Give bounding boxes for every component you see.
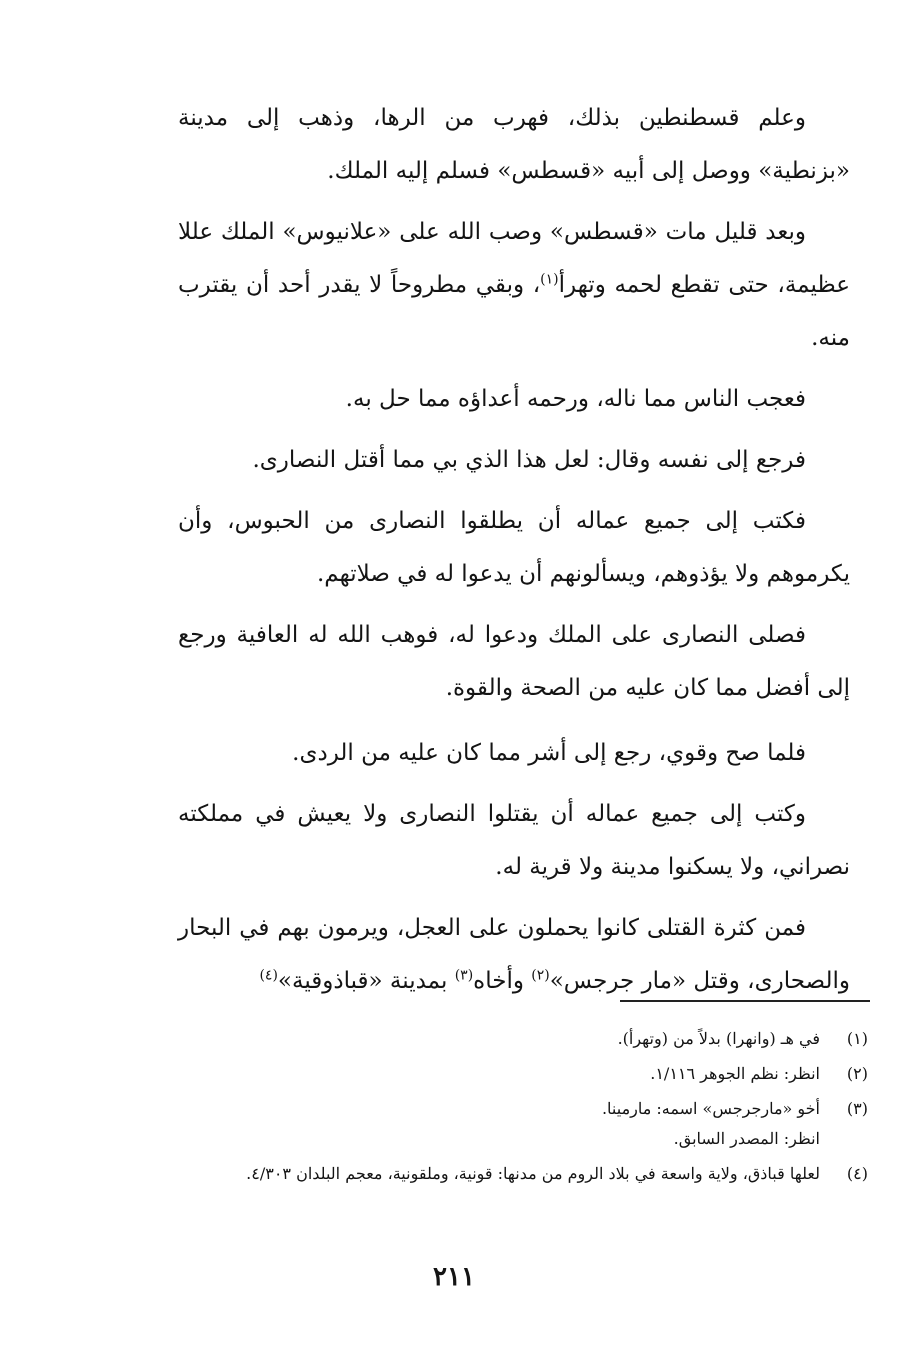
footnote-divider <box>620 1000 870 1002</box>
footnote-body <box>170 1159 820 1189</box>
footnote-number: (٣) <box>846 1099 868 1118</box>
page-number: ٢١١ <box>433 1262 475 1292</box>
paragraph-3: فعجب الناس مما ناله، ورحمه أعداؤه مما حل به. <box>345 386 806 412</box>
footnote-text: انظر: المصدر السابق. <box>673 1129 820 1148</box>
paragraph-2 <box>178 206 850 365</box>
footnote-ref-4: (٤) <box>259 967 278 984</box>
paragraph-5: فكتب إلى جميع عماله أن يطلقوا النصارى من الحبوس، وأن يكرموهم ولا يؤذوهم، ويسألونهم أن يدعوا له في صلاتهم. <box>178 508 850 587</box>
footnote-text: انظر: نظم الجوهر ١/١١٦. <box>650 1064 820 1083</box>
paragraph-4: فرجع إلى نفسه وقال: لعل هذا الذي بي مما أقتل النصارى. <box>252 447 806 473</box>
paragraph-1: وعلم قسطنطين بذلك، فهرب من الرها، وذهب إلى مدينة «بزنطية» ووصل إلى أبيه «قسطس» فسلم إليه الملك. <box>178 105 850 184</box>
footnotes <box>170 1024 868 1194</box>
footnote-body <box>170 1024 820 1054</box>
footnote-text: أخو «مارجرجس» اسمه: مارمينا. <box>601 1099 820 1118</box>
footnote-body <box>170 1094 820 1154</box>
footnote-ref-3: (٣) <box>454 967 474 984</box>
footnote-ref-1: (١) <box>540 271 559 288</box>
footnote-body <box>170 1059 820 1089</box>
paragraph-9-text-b: وأخاه <box>473 968 532 994</box>
paragraph-9-text-c: بمدينة «قباذوقية» <box>277 968 455 994</box>
footnote-number: (١) <box>846 1029 868 1048</box>
footnote-3 <box>170 1094 868 1154</box>
paragraph-6: فصلى النصارى على الملك ودعوا له، فوهب الله له العافية ورجع إلى أفضل مما كان عليه من الصحة والقوة. <box>178 622 850 701</box>
paragraph-7: فلما صح وقوي، رجع إلى أشر مما كان عليه من الردى. <box>292 740 806 766</box>
footnote-text: في هـ (وانهرا) بدلاً من (وتهرأ). <box>617 1029 820 1048</box>
footnote-text: لعلها قباذق، ولاية واسعة في بلاد الروم من مدنها: قونية، وملقونية، معجم البلدان ٤/٣٠٣. <box>246 1164 820 1183</box>
main-text <box>178 92 850 1016</box>
footnote-1 <box>170 1024 868 1054</box>
footnote-2 <box>170 1059 868 1089</box>
footnote-number: (٢) <box>846 1064 868 1083</box>
paragraph-2-text: وبعد قليل مات «قسطس» وصب الله على «علانيوس» الملك عللا عظيمة، حتى تقطع لحمه وتهرأ <box>178 219 850 298</box>
footnote-ref-2: (٢) <box>531 967 550 984</box>
paragraph-9-text-a: فمن كثرة القتلى كانوا يحملون على العجل، ويرمون بهم في البحار والصحارى، وقتل «مار جرجس» <box>178 915 850 994</box>
paragraph-9 <box>178 902 850 1008</box>
footnote-number: (٤) <box>846 1164 868 1183</box>
paragraph-2-end: ، وبقي مطروحاً لا يقدر أحد أن يقترب منه. <box>178 272 850 351</box>
paragraph-8: وكتب إلى جميع عماله أن يقتلوا النصارى ولا يعيش في مملكته نصراني، ولا يسكنوا مدينة ولا قرية له. <box>178 801 850 880</box>
footnote-4 <box>170 1159 868 1189</box>
